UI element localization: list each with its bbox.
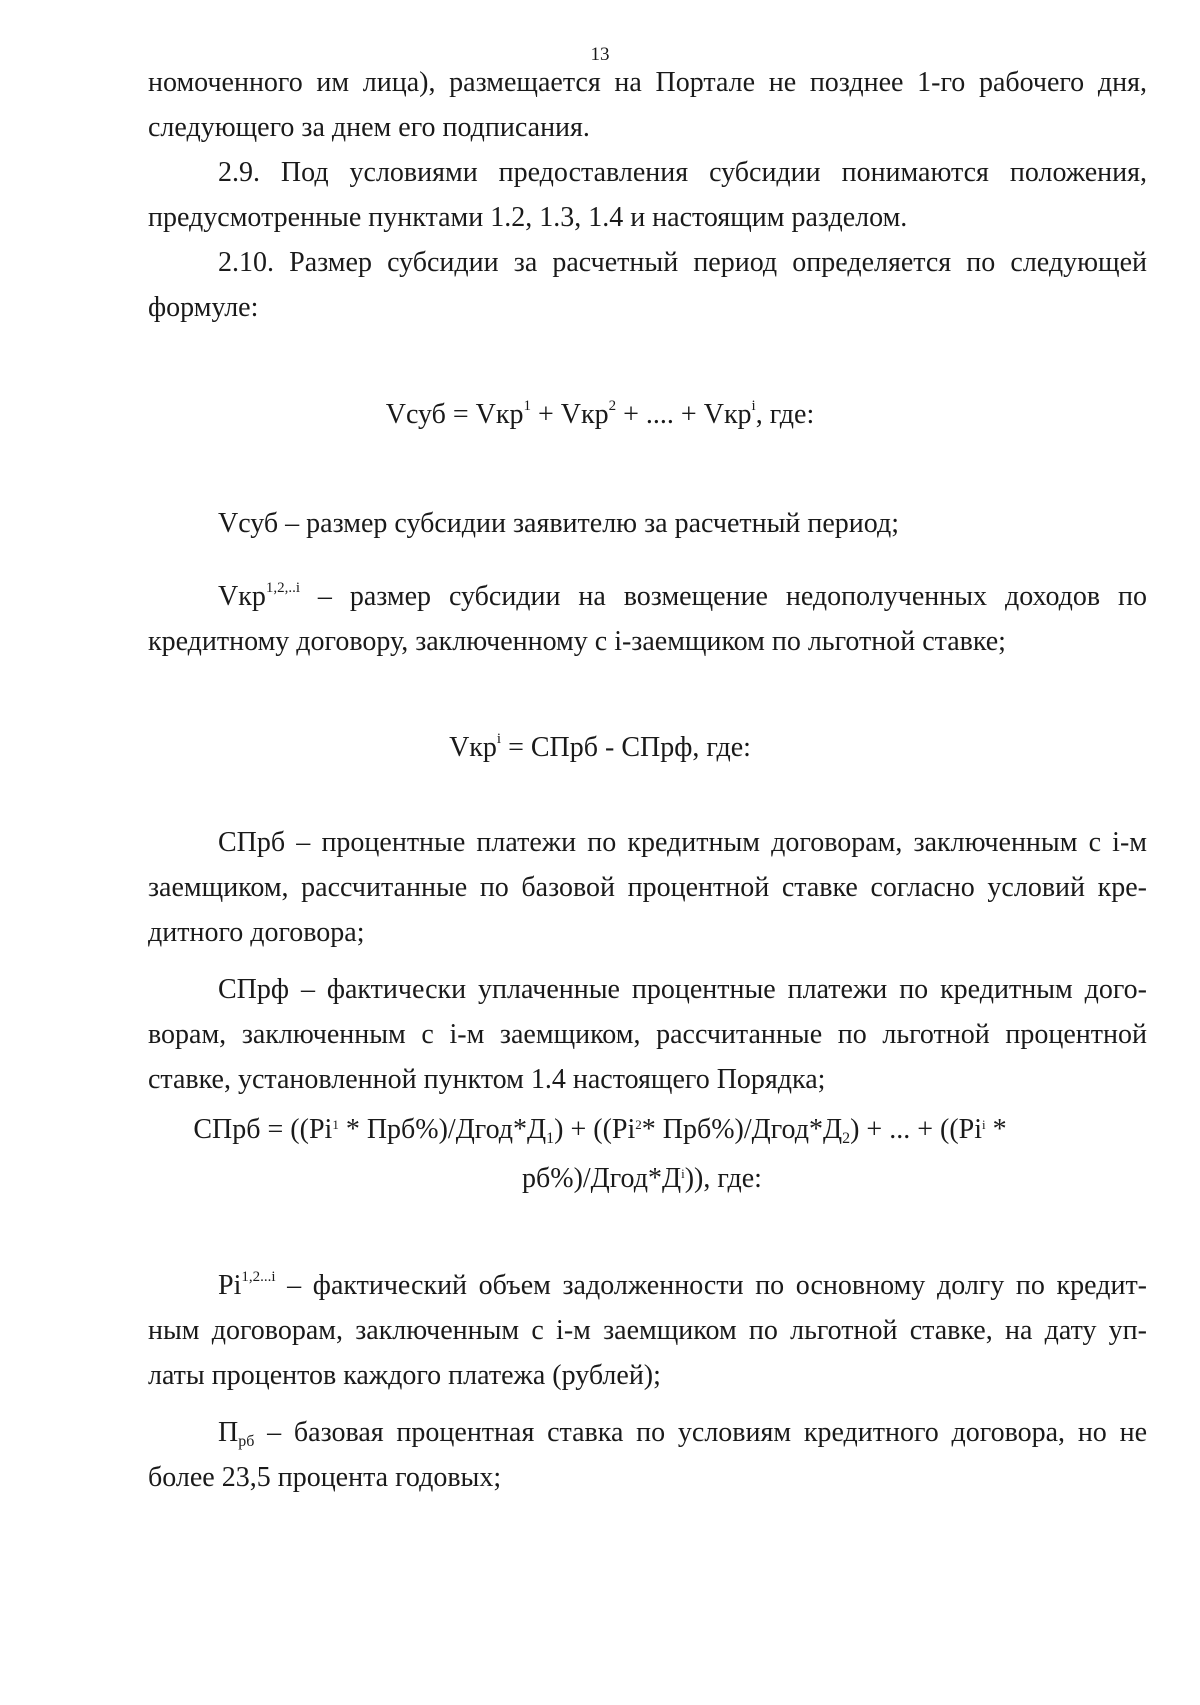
definition-vkr: Vкр$^{1,2,..i}$ – размер субсидии на возмещение недополученных доходов по <box>218 580 1147 612</box>
definition-sprf: СПрф – фактически уплаченные процентные платежи по кредитным дого- <box>218 974 1147 1005</box>
definition-vsub: Vсуб – размер субсидии заявителю за расчетный период; <box>218 508 900 539</box>
paragraph-line: номоченного им лица), размещается на Портале не позднее 1-го рабочего дня, <box>148 67 1147 98</box>
page-number: 13 <box>590 44 610 65</box>
paragraph-line: более 23,5 процента годовых; <box>148 1462 502 1493</box>
paragraph-line: формуле: <box>148 292 259 323</box>
formula-vkr: Vкр$^i$ = СПрб - СПрф, где: <box>449 731 751 763</box>
definition-prb: $П_{рб}$ – базовая процентная ставка по условиям кредитного договора, но не <box>218 1417 1147 1450</box>
paragraph-line: ставке, установленной пунктом 1.4 настоящего Порядка; <box>148 1064 826 1095</box>
paragraph-line: кредитному договору, заключенному с i-заемщиком по льготной ставке; <box>148 626 1006 657</box>
paragraph-line: дитного договора; <box>148 917 365 948</box>
paragraph-line: ворам, заключенным с i-м заемщиком, рассчитанные по льготной процентной <box>148 1019 1147 1050</box>
definition-sprb: СПрб – процентные платежи по кредитным договорам, заключенным с i-м <box>218 827 1147 858</box>
paragraph-line: латы процентов каждого платежа (рублей); <box>148 1360 661 1391</box>
paragraph-line: следующего за днем его подписания. <box>148 112 590 143</box>
formula-sprb: СПрб = (($Pi^1$ * $Прб\%)/Дгод*Д_1) + ((Pi^2*$ $Прб\%)/Дгод*Д_2$) + ... + (($Pi^i$ * <box>193 1114 1007 1147</box>
formula-vsub: Vсуб = Vкр$^1$ + Vкр$^2$ + .... + Vкр$^i$, где: <box>385 398 815 430</box>
paragraph-line: ным договорам, заключенным с i-м заемщиком по льготной ставке, на дату уп- <box>148 1315 1147 1346</box>
definition-pi: $Pi^{1,2...i}$ – фактический объем задолженности по основному долгу по кредит- <box>218 1269 1147 1301</box>
paragraph-line: заемщиком, рассчитанные по базовой процентной ставке согласно условий кре- <box>148 872 1147 903</box>
paragraph-line: 2.9. Под условиями предоставления субсидии понимаются положения, <box>218 157 1147 188</box>
paragraph-line: 2.10. Размер субсидии за расчетный период определяется по следующей <box>218 247 1147 278</box>
paragraph-line: предусмотренные пунктами 1.2, 1.3, 1.4 и настоящим разделом. <box>148 202 908 233</box>
formula-sprb-continued: $рб\%)/Дгод*Д^i$)), где: <box>522 1163 762 1194</box>
